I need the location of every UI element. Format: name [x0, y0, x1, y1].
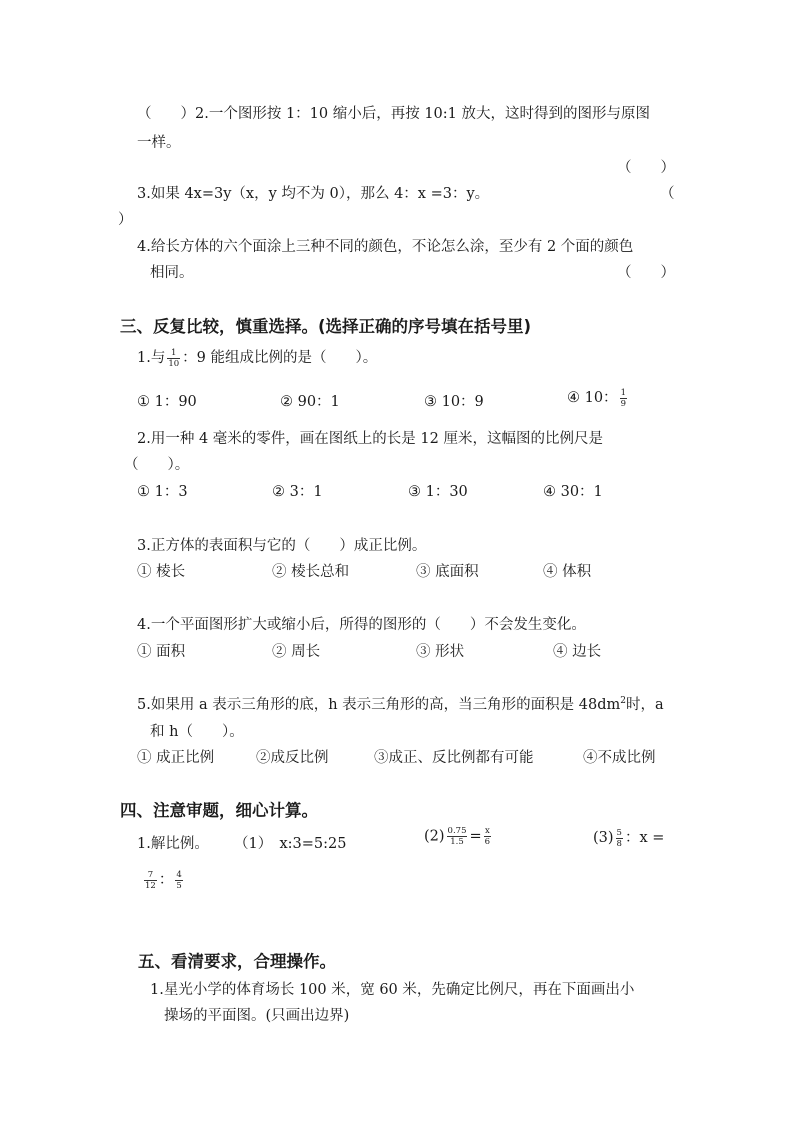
q3-3-option-1[interactable]: ① 棱长: [137, 564, 186, 580]
q3-5-option-1[interactable]: ① 成正比例: [137, 750, 215, 766]
q2-2-line1: （ ）2.一个图形按 1：10 缩小后，再按 10:1 放大，这时得到的图形与原图: [137, 106, 651, 122]
q3-2-option-3[interactable]: ③ 1：30: [408, 484, 468, 500]
q3-5-line2: 和 h（ ）。: [150, 724, 244, 740]
q3-4-option-4[interactable]: ④ 边长: [553, 644, 602, 660]
q3-2-option-1[interactable]: ① 1：3: [137, 484, 188, 500]
q3-1-option-4-fraction: $\frac{1}{9}$: [620, 387, 626, 409]
q2-4-line1: 4.给长方体的六个面涂上三种不同的颜色，不论怎么涂，至少有 2 个面的颜色: [137, 239, 634, 255]
q3-1-option-3[interactable]: ③ 10：9: [424, 394, 484, 410]
q2-4-line2: 相同。: [150, 265, 194, 281]
q3-2-option-4[interactable]: ④ 30：1: [543, 484, 603, 500]
q3-2-line2: （ ）。: [124, 457, 190, 473]
q3-5-option-3[interactable]: ③成正、反比例都有可能: [374, 750, 534, 766]
q3-5-superscript: 2: [620, 696, 626, 707]
q3-1-option-4[interactable]: ④ 10： $\frac{1}{9}$: [567, 387, 626, 409]
q4-1-part-2-right-fraction: $\frac{x}{6}$: [484, 826, 491, 847]
q4-1-part-3-continued: $\frac{7}{12}$ ： $\frac{4}{5}$: [145, 869, 182, 891]
q4-1-part-2: (2) $\frac{0.75}{1.5}$ = $\frac{x}{6}$: [424, 826, 491, 847]
q3-3-option-4[interactable]: ④ 体积: [543, 564, 592, 580]
q4-1-part-3-fraction: $\frac{5}{8}$: [616, 827, 622, 849]
q3-5-option-4[interactable]: ④不成比例: [583, 750, 656, 766]
q4-1-part-3-fraction-7-12: $\frac{7}{12}$: [145, 869, 156, 891]
q3-1-option-2[interactable]: ② 90：1: [280, 394, 340, 410]
q3-1-post: ：9 能组成比例的是（ ）。: [182, 350, 378, 366]
q4-1-part-3: (3) $\frac{5}{8}$ ：x =: [593, 827, 665, 849]
q4-1-part-1: （1） x:3=5:25: [234, 836, 347, 852]
q3-1-stem: [137, 346, 377, 369]
q3-5-option-2[interactable]: ②成反比例: [256, 750, 329, 766]
q4-1-part-2-left-fraction: $\frac{0.75}{1.5}$: [447, 826, 467, 847]
q4-1-part-3-fraction-4-5: $\frac{4}{5}$: [176, 869, 182, 891]
section-5-heading: 五、看清要求，合理操作。: [138, 952, 336, 971]
q3-3-option-3[interactable]: ③ 底面积: [416, 564, 479, 580]
q2-3-paren-close[interactable]: ）: [118, 212, 133, 228]
q2-2-line2: 一样。: [137, 135, 181, 151]
q3-2-line1: 2.用一种 4 毫米的零件，画在图纸上的长是 12 厘米，这幅图的比例尺是: [137, 431, 603, 447]
q3-1-option-1[interactable]: ① 1：90: [137, 394, 197, 410]
q2-3-paren-open[interactable]: （: [660, 186, 675, 202]
q3-4-option-1[interactable]: ① 面积: [137, 644, 186, 660]
q3-3-stem: 3.正方体的表面积与它的（ ）成正比例。: [137, 538, 427, 554]
q4-1-label: 1.解比例。: [137, 836, 209, 852]
q5-1-line2: 操场的平面图。(只画出边界): [164, 1008, 350, 1024]
q3-1-pre: 1.与: [137, 350, 166, 366]
q3-1-fraction: $\frac{1}{10}$: [168, 347, 180, 369]
q3-5-line1: 5.如果用 a 表示三角形的底，h 表示三角形的高，当三角形的面积是 $48dm^2$时，a: [137, 696, 664, 713]
section-3-heading: 三、反复比较，慎重选择。(选择正确的序号填在括号里): [120, 317, 532, 336]
q2-3-line1: 3.如果 4x=3y（x，y 均不为 0），那么 4：x =3：y。: [137, 186, 490, 202]
q5-1-line1: 1.星光小学的体育场长 100 米，宽 60 米，先确定比例尺，再在下面画出小: [150, 982, 635, 998]
q3-3-option-2[interactable]: ② 棱长总和: [272, 564, 350, 580]
q3-4-option-3[interactable]: ③ 形状: [416, 644, 465, 660]
q3-2-option-2[interactable]: ② 3：1: [272, 484, 323, 500]
section-4-heading: 四、注意审题，细心计算。: [120, 801, 318, 820]
q2-2-answer-paren[interactable]: （ ）: [617, 160, 675, 176]
q3-4-stem: 4.一个平面图形扩大或缩小后，所得的图形的（ ）不会发生变化。: [137, 617, 586, 633]
q2-4-answer-paren[interactable]: （ ）: [617, 265, 675, 281]
q3-4-option-2[interactable]: ② 周长: [272, 644, 321, 660]
